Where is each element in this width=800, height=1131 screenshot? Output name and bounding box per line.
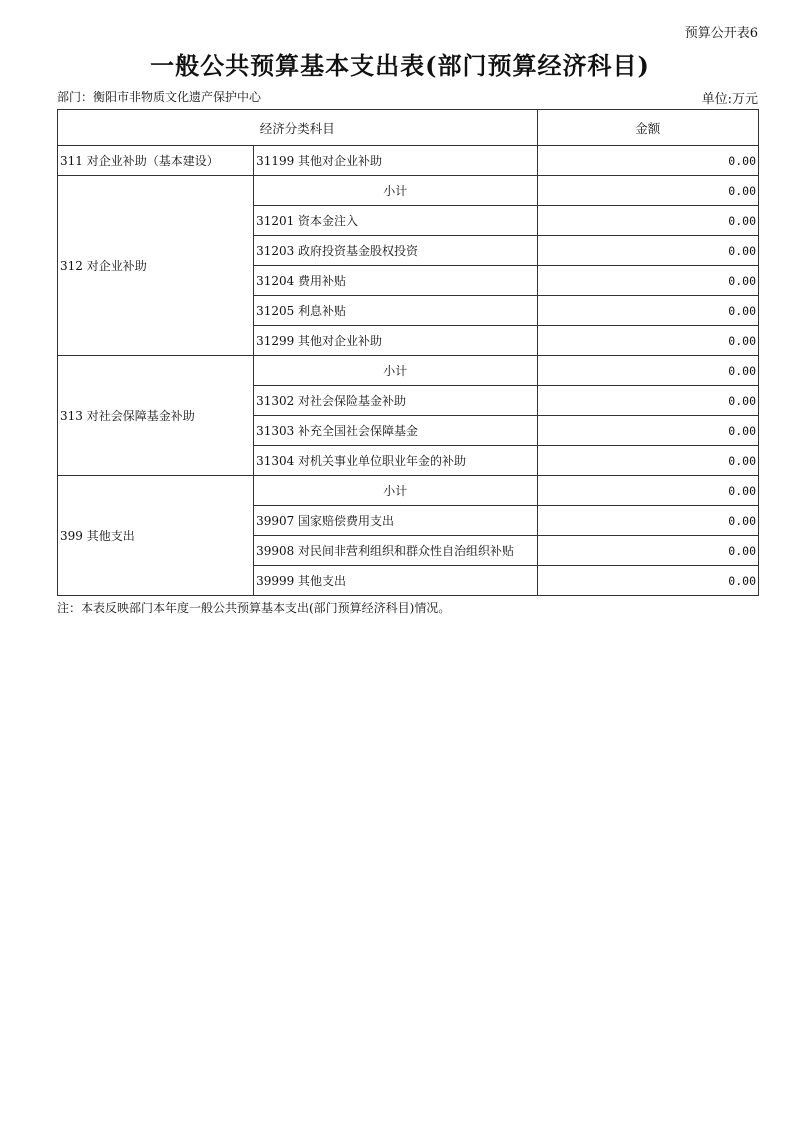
subtotal-label: 小计 bbox=[254, 176, 537, 206]
amount-cell: 0.00 bbox=[537, 146, 758, 176]
footnote: 注：本表反映部门本年度一般公共预算基本支出(部门预算经济科目)情况。 bbox=[57, 601, 451, 615]
group-label: 399 其他支出 bbox=[58, 476, 254, 596]
table-row bbox=[58, 146, 759, 176]
item-label: 31205 利息补贴 bbox=[254, 296, 537, 326]
amount-cell: 0.00 bbox=[537, 386, 758, 416]
amount-cell: 0.00 bbox=[537, 356, 758, 386]
table-header-row bbox=[58, 110, 759, 146]
group-label: 311 对企业补助（基本建设） bbox=[58, 146, 254, 176]
item-label: 31304 对机关事业单位职业年金的补助 bbox=[254, 446, 537, 476]
subtotal-label: 小计 bbox=[254, 476, 537, 506]
item-label: 31203 政府投资基金股权投资 bbox=[254, 236, 537, 266]
item-label: 39999 其他支出 bbox=[254, 566, 537, 596]
budget-table bbox=[57, 109, 759, 596]
amount-cell: 0.00 bbox=[537, 476, 758, 506]
amount-cell: 0.00 bbox=[537, 206, 758, 236]
amount-cell: 0.00 bbox=[537, 326, 758, 356]
table-row bbox=[58, 476, 759, 506]
department-label: 部门：衡阳市非物质文化遗产保护中心 bbox=[57, 90, 262, 104]
header-category: 经济分类科目 bbox=[58, 110, 538, 146]
amount-cell: 0.00 bbox=[537, 236, 758, 266]
amount-cell: 0.00 bbox=[537, 176, 758, 206]
amount-cell: 0.00 bbox=[537, 536, 758, 566]
amount-cell: 0.00 bbox=[537, 446, 758, 476]
header-amount: 金额 bbox=[537, 110, 758, 146]
amount-cell: 0.00 bbox=[537, 266, 758, 296]
table-body bbox=[58, 146, 759, 596]
meta-row bbox=[57, 88, 758, 106]
document-code: 预算公开表6 bbox=[684, 26, 758, 41]
item-label: 31201 资本金注入 bbox=[254, 206, 537, 236]
table-row bbox=[58, 176, 759, 206]
item-label: 39908 对民间非营利组织和群众性自治组织补贴 bbox=[254, 536, 537, 566]
item-label: 31302 对社会保险基金补助 bbox=[254, 386, 537, 416]
amount-cell: 0.00 bbox=[537, 566, 758, 596]
item-label: 31204 费用补贴 bbox=[254, 266, 537, 296]
amount-cell: 0.00 bbox=[537, 506, 758, 536]
item-label: 31303 补充全国社会保障基金 bbox=[254, 416, 537, 446]
item-label: 31299 其他对企业补助 bbox=[254, 326, 537, 356]
amount-cell: 0.00 bbox=[537, 296, 758, 326]
item-label: 31199 其他对企业补助 bbox=[254, 146, 537, 176]
item-label: 39907 国家赔偿费用支出 bbox=[254, 506, 537, 536]
unit-label: 单位:万元 bbox=[701, 92, 758, 107]
amount-cell: 0.00 bbox=[537, 416, 758, 446]
table-row bbox=[58, 356, 759, 386]
page-title: 一般公共预算基本支出表(部门预算经济科目) bbox=[150, 51, 650, 80]
subtotal-label: 小计 bbox=[254, 356, 537, 386]
group-label: 313 对社会保障基金补助 bbox=[58, 356, 254, 476]
group-label: 312 对企业补助 bbox=[58, 176, 254, 356]
